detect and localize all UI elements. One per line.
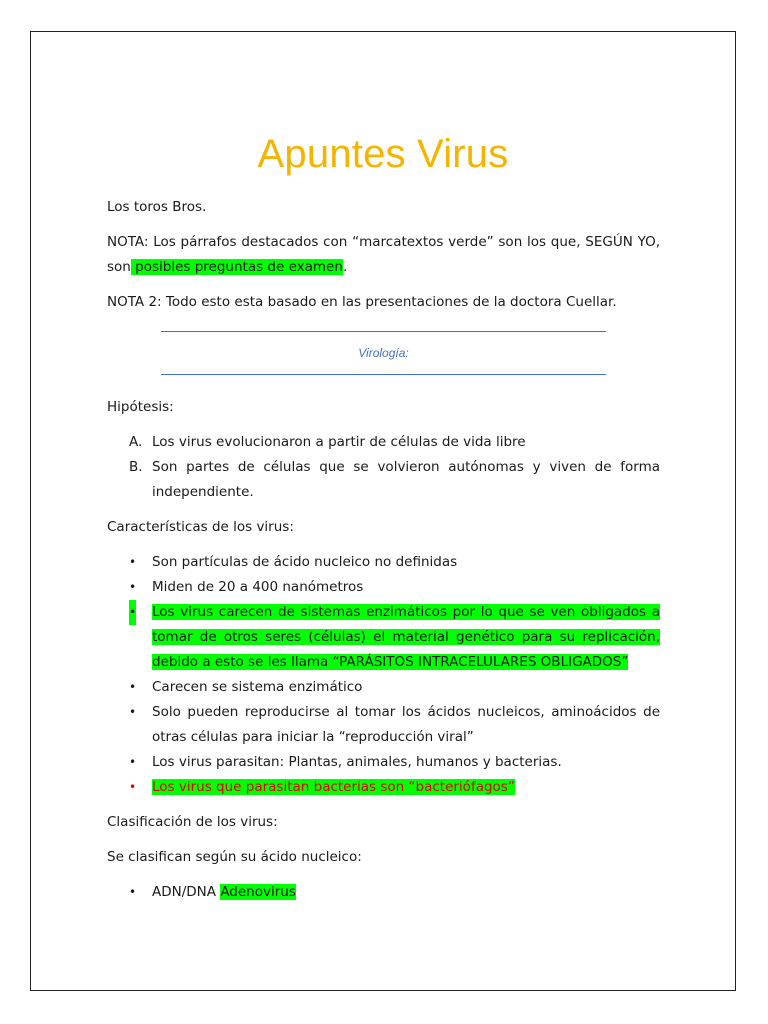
nota-1-end: . [342, 259, 348, 275]
list-item-text: Solo pueden reproducirse al tomar los ácidos nucleicos, aminoácidos de otras células para iniciar la “reproducción viral” [152, 704, 660, 745]
list-item [107, 675, 660, 700]
list-marker: A. [129, 434, 143, 450]
hipotesis-label: Hipótesis: [107, 399, 174, 415]
list-item [107, 700, 660, 750]
bullet-icon: • [129, 755, 137, 769]
list-item-highlighted-red [107, 775, 660, 800]
list-item [107, 455, 660, 505]
list-item-text: Los virus que parasitan bacterias son “bacteriófagos” [152, 779, 515, 795]
hipotesis-list [107, 430, 660, 505]
list-item-text: Los virus carecen de sistemas enzimáticos por lo que se ven obligados a tomar de otros seres (células) el material genético para su replicación, debido a esto se les llama “PARÁSITOS INTRACELULARES OBLIGADOS” [152, 604, 660, 670]
document-page [30, 31, 736, 991]
list-item-text: ADN/DNA [152, 884, 221, 900]
clasificacion-list [107, 880, 660, 905]
list-item-highlighted [107, 600, 660, 675]
list-item-text: Los virus evolucionaron a partir de células de vida libre [152, 434, 526, 450]
list-item [107, 430, 660, 455]
bullet-icon: • [129, 680, 137, 694]
nota-1-text: NOTA: Los párrafos destacados con “marcatextos verde” son los que, SEGÚN YO, son [107, 234, 660, 275]
nota-1-highlight: posibles preguntas de examen [130, 259, 343, 275]
list-item [107, 750, 660, 775]
bullet-icon: • [129, 885, 137, 899]
list-marker: B. [129, 459, 143, 475]
list-item [107, 575, 660, 600]
nota-1-paragraph [107, 230, 660, 280]
document-title: Apuntes Virus [257, 132, 509, 176]
bullet-icon: • [129, 580, 137, 594]
document-body [107, 195, 660, 915]
clasificacion-sublabel: Se clasifican según su ácido nucleico: [107, 849, 362, 865]
intro-paragraph: Los toros Bros. [107, 199, 207, 215]
section-heading-virologia: Virología: [161, 331, 606, 375]
bullet-icon: • [129, 705, 137, 719]
list-item-text: Son partículas de ácido nucleico no definidas [152, 554, 458, 570]
clasificacion-label: Clasificación de los virus: [107, 814, 278, 830]
list-item [107, 880, 660, 905]
list-item-highlight: Adenovirus [220, 884, 296, 900]
bullet-icon: • [129, 780, 137, 794]
list-item-text: Son partes de células que se volvieron autónomas y viven de forma independiente. [152, 459, 660, 500]
list-item [107, 550, 660, 575]
list-item-text: Los virus parasitan: Plantas, animales, humanos y bacterias. [152, 754, 562, 770]
caracteristicas-list [107, 550, 660, 800]
list-item-text: Carecen se sistema enzimático [152, 679, 363, 695]
caracteristicas-label: Características de los virus: [107, 519, 294, 535]
bullet-icon: • [129, 555, 137, 569]
nota-2-paragraph: NOTA 2: Todo esto esta basado en las presentaciones de la doctora Cuellar. [107, 294, 617, 310]
bullet-icon: • [129, 600, 136, 625]
list-item-text: Miden de 20 a 400 nanómetros [152, 579, 364, 595]
